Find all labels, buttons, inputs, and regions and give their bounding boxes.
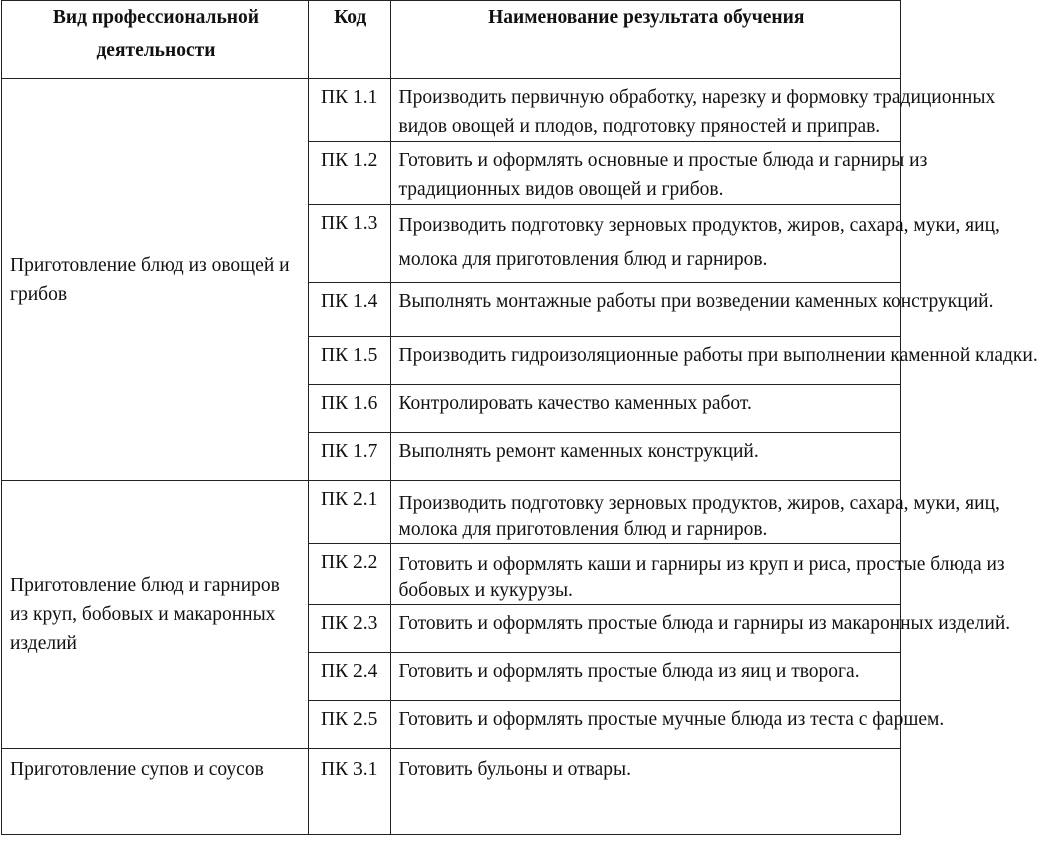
header-code: Код [308, 1, 390, 79]
activity-cell: Приготовление блюд и гарниров из круп, бобовых и макаронных изделий [2, 481, 309, 749]
result-line: молока для приготовления блюд и гарниров. [398, 519, 768, 540]
result-cell: Выполнять монтажные работы при возведении каменных конструкций. [390, 283, 900, 337]
table-row [2, 749, 901, 835]
result-cell: Готовить и оформлять простые блюда из яиц и творога. [390, 653, 900, 701]
result-cell: Контролировать качество каменных работ. [390, 385, 900, 433]
result-line: молока для приготовления блюд и гарниров. [398, 249, 768, 270]
result-line: традиционных видов овощей и грибов. [398, 179, 724, 200]
code-cell: ПК 1.2 [308, 142, 390, 205]
result-cell [390, 481, 1000, 544]
result-line: бобовых и кукурузы. [398, 580, 573, 601]
competency-table [1, 0, 1038, 835]
code-cell: ПК 1.1 [308, 79, 390, 142]
result-cell: Готовить и оформлять простые блюда и гарниры из макаронных изделий. [390, 605, 900, 653]
result-cell: Производить гидроизоляционные работы при выполнении каменной кладки. [390, 337, 900, 385]
header-row [2, 1, 901, 79]
code-cell: ПК 2.3 [308, 605, 390, 653]
result-cell: Готовить бульоны и отвары. [390, 749, 900, 835]
code-cell: ПК 1.3 [308, 205, 390, 283]
code-cell: ПК 3.1 [308, 749, 390, 835]
code-cell: ПК 2.4 [308, 653, 390, 701]
code-cell: ПК 1.5 [308, 337, 390, 385]
code-cell: ПК 2.5 [308, 701, 390, 749]
table-row [2, 79, 901, 142]
result-cell [390, 79, 996, 142]
result-cell [390, 544, 1005, 605]
code-cell: ПК 2.1 [308, 481, 390, 544]
result-line: Производить первичную обработку, нарезку и формовку традиционных [398, 87, 996, 108]
activity-cell: Приготовление блюд из овощей и грибов [2, 79, 309, 481]
code-cell: ПК 1.6 [308, 385, 390, 433]
result-cell [390, 205, 1000, 283]
result-line: видов овощей и плодов, подготовку пряностей и приправ. [398, 116, 881, 137]
activity-cell: Приготовление супов и соусов [2, 749, 309, 835]
code-cell: ПК 1.7 [308, 433, 390, 481]
result-cell: Готовить и оформлять простые мучные блюда из теста с фаршем. [390, 701, 900, 749]
table-row [2, 481, 901, 544]
result-line: Производить подготовку зерновых продуктов, жиров, сахара, муки, яиц, [398, 493, 1000, 514]
header-activity: Вид профессиональной деятельности [2, 1, 309, 79]
result-line: Готовить и оформлять каши и гарниры из круп и риса, простые блюда из [398, 554, 1005, 575]
result-cell [390, 142, 928, 205]
header-name: Наименование результата обучения [390, 1, 900, 79]
result-line: Производить подготовку зерновых продуктов, жиров, сахара, муки, яиц, [398, 215, 1000, 236]
result-line: Готовить и оформлять основные и простые блюда и гарниры из [398, 150, 928, 171]
code-cell: ПК 2.2 [308, 544, 390, 605]
result-cell: Выполнять ремонт каменных конструкций. [390, 433, 900, 481]
code-cell: ПК 1.4 [308, 283, 390, 337]
